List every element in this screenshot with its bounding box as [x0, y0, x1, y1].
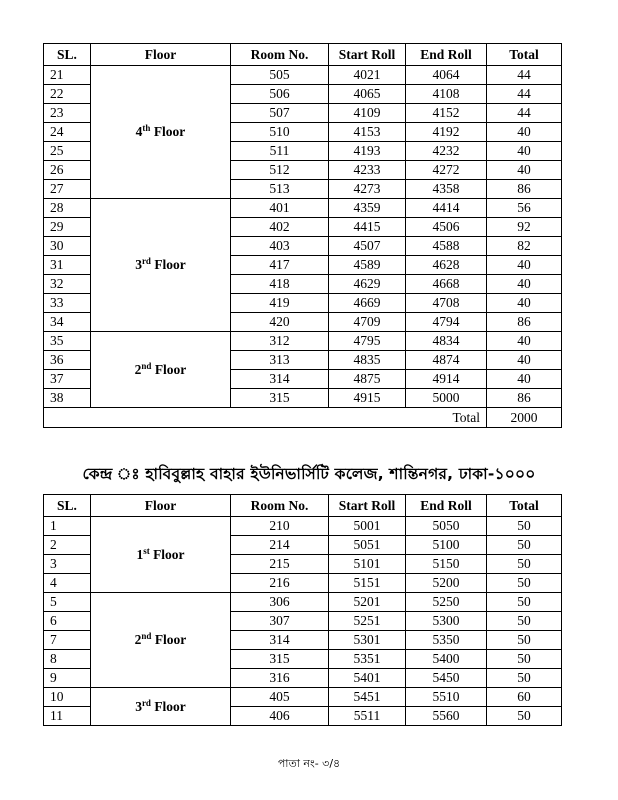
room-cell: 507 — [231, 104, 329, 123]
sl-cell: 35 — [44, 332, 91, 351]
sl-cell: 21 — [44, 66, 91, 85]
end-roll-cell: 4108 — [406, 85, 487, 104]
room-cell: 215 — [231, 555, 329, 574]
start-roll-cell: 5201 — [329, 593, 406, 612]
sl-cell: 5 — [44, 593, 91, 612]
total-cell: 40 — [487, 351, 562, 370]
room-cell: 316 — [231, 669, 329, 688]
start-roll-cell: 4193 — [329, 142, 406, 161]
end-roll-cell: 4794 — [406, 313, 487, 332]
room-cell: 402 — [231, 218, 329, 237]
total-cell: 40 — [487, 161, 562, 180]
floor-number: 2 — [134, 361, 142, 377]
total-cell: 40 — [487, 370, 562, 389]
start-roll-cell: 4415 — [329, 218, 406, 237]
end-roll-cell: 4834 — [406, 332, 487, 351]
sl-cell: 32 — [44, 275, 91, 294]
floor-word: Floor — [154, 361, 187, 377]
start-roll-cell: 5151 — [329, 574, 406, 593]
total-cell: 50 — [487, 669, 562, 688]
start-roll-cell: 4109 — [329, 104, 406, 123]
total-row-blank — [44, 408, 406, 428]
header-total: Total — [487, 44, 562, 66]
sl-cell: 22 — [44, 85, 91, 104]
header-room: Room No. — [231, 495, 329, 517]
end-roll-cell: 5200 — [406, 574, 487, 593]
room-cell: 512 — [231, 161, 329, 180]
header-room: Room No. — [231, 44, 329, 66]
sl-cell: 6 — [44, 612, 91, 631]
room-cell: 315 — [231, 389, 329, 408]
floor-cell — [91, 332, 231, 408]
total-cell: 50 — [487, 631, 562, 650]
header-floor: Floor — [91, 495, 231, 517]
floor-word: Floor — [153, 124, 186, 140]
total-cell: 40 — [487, 332, 562, 351]
floor-number: 2 — [134, 632, 142, 648]
seat-plan-table-1 — [43, 43, 562, 428]
end-roll-cell: 5400 — [406, 650, 487, 669]
start-roll-cell: 4709 — [329, 313, 406, 332]
end-roll-cell: 4708 — [406, 294, 487, 313]
total-cell: 40 — [487, 142, 562, 161]
end-roll-cell: 5000 — [406, 389, 487, 408]
sl-cell: 25 — [44, 142, 91, 161]
start-roll-cell: 5051 — [329, 536, 406, 555]
total-label: Total — [406, 408, 487, 428]
end-roll-cell: 5560 — [406, 707, 487, 726]
header-end-roll: End Roll — [406, 495, 487, 517]
room-cell: 315 — [231, 650, 329, 669]
floor-ordinal: nd — [141, 631, 152, 642]
room-cell: 403 — [231, 237, 329, 256]
end-roll-cell: 4232 — [406, 142, 487, 161]
sl-cell: 36 — [44, 351, 91, 370]
floor-word: Floor — [154, 698, 186, 714]
total-cell: 86 — [487, 389, 562, 408]
sl-cell: 7 — [44, 631, 91, 650]
total-cell: 82 — [487, 237, 562, 256]
table-header-row — [44, 44, 562, 66]
end-roll-cell: 4668 — [406, 275, 487, 294]
room-cell: 505 — [231, 66, 329, 85]
total-cell: 44 — [487, 104, 562, 123]
room-cell: 214 — [231, 536, 329, 555]
room-cell: 307 — [231, 612, 329, 631]
total-cell: 92 — [487, 218, 562, 237]
sl-cell: 33 — [44, 294, 91, 313]
page-number: পাতা নং- ৩/৪ — [277, 757, 341, 770]
start-roll-cell: 5101 — [329, 555, 406, 574]
room-cell: 216 — [231, 574, 329, 593]
start-roll-cell: 4021 — [329, 66, 406, 85]
header-total: Total — [487, 495, 562, 517]
total-cell: 50 — [487, 593, 562, 612]
total-cell: 50 — [487, 536, 562, 555]
start-roll-cell: 4915 — [329, 389, 406, 408]
start-roll-cell: 4233 — [329, 161, 406, 180]
room-cell: 312 — [231, 332, 329, 351]
total-cell: 40 — [487, 275, 562, 294]
sl-cell: 28 — [44, 199, 91, 218]
floor-number: 1 — [136, 546, 144, 562]
room-cell: 405 — [231, 688, 329, 707]
start-roll-cell: 4629 — [329, 275, 406, 294]
total-cell: 56 — [487, 199, 562, 218]
floor-ordinal: rd — [141, 256, 151, 267]
header-sl: SL. — [44, 44, 91, 66]
floor-cell — [91, 688, 231, 726]
seat-plan-table-2 — [43, 494, 562, 726]
end-roll-cell: 5150 — [406, 555, 487, 574]
end-roll-cell: 4874 — [406, 351, 487, 370]
start-roll-cell: 4273 — [329, 180, 406, 199]
sl-cell: 11 — [44, 707, 91, 726]
total-row — [44, 408, 562, 428]
room-cell: 313 — [231, 351, 329, 370]
sl-cell: 27 — [44, 180, 91, 199]
total-cell: 50 — [487, 555, 562, 574]
total-cell: 50 — [487, 517, 562, 536]
start-roll-cell: 4153 — [329, 123, 406, 142]
header-floor: Floor — [91, 44, 231, 66]
start-roll-cell: 5401 — [329, 669, 406, 688]
sl-cell: 37 — [44, 370, 91, 389]
floor-word: Floor — [153, 546, 185, 562]
sl-cell: 1 — [44, 517, 91, 536]
room-cell: 210 — [231, 517, 329, 536]
exam-center-heading: কেন্দ্র ঃ হাবিবুল্লাহ বাহার ইউনিভার্সিটি কলেজ, শান্তিনগর, ঢাকা-১০০০ — [82, 465, 536, 483]
room-cell: 314 — [231, 631, 329, 650]
room-cell: 513 — [231, 180, 329, 199]
total-cell: 50 — [487, 650, 562, 669]
start-roll-cell: 4875 — [329, 370, 406, 389]
table-row — [44, 593, 562, 612]
end-roll-cell: 5450 — [406, 669, 487, 688]
room-cell: 510 — [231, 123, 329, 142]
start-roll-cell: 4589 — [329, 256, 406, 275]
start-roll-cell: 5351 — [329, 650, 406, 669]
end-roll-cell: 5100 — [406, 536, 487, 555]
sl-cell: 2 — [44, 536, 91, 555]
sl-cell: 29 — [44, 218, 91, 237]
room-cell: 420 — [231, 313, 329, 332]
end-roll-cell: 5300 — [406, 612, 487, 631]
total-cell: 44 — [487, 66, 562, 85]
end-roll-cell: 4588 — [406, 237, 487, 256]
start-roll-cell: 4795 — [329, 332, 406, 351]
start-roll-cell: 4065 — [329, 85, 406, 104]
floor-cell — [91, 199, 231, 332]
start-roll-cell: 4359 — [329, 199, 406, 218]
total-cell: 50 — [487, 707, 562, 726]
total-cell: 50 — [487, 574, 562, 593]
total-cell: 40 — [487, 256, 562, 275]
end-roll-cell: 4414 — [406, 199, 487, 218]
sl-cell: 34 — [44, 313, 91, 332]
start-roll-cell: 5001 — [329, 517, 406, 536]
room-cell: 401 — [231, 199, 329, 218]
total-cell: 40 — [487, 294, 562, 313]
floor-ordinal: th — [142, 123, 151, 134]
start-roll-cell: 5451 — [329, 688, 406, 707]
grand-total: 2000 — [487, 408, 562, 428]
end-roll-cell: 5050 — [406, 517, 487, 536]
end-roll-cell: 4192 — [406, 123, 487, 142]
sl-cell: 26 — [44, 161, 91, 180]
floor-ordinal: st — [143, 545, 150, 556]
sl-cell: 4 — [44, 574, 91, 593]
header-sl: SL. — [44, 495, 91, 517]
floor-number: 3 — [135, 698, 142, 714]
room-cell: 419 — [231, 294, 329, 313]
sl-cell: 9 — [44, 669, 91, 688]
sl-cell: 30 — [44, 237, 91, 256]
room-cell: 417 — [231, 256, 329, 275]
table-row — [44, 688, 562, 707]
table-row — [44, 66, 562, 85]
end-roll-cell: 4628 — [406, 256, 487, 275]
start-roll-cell: 4669 — [329, 294, 406, 313]
start-roll-cell: 5511 — [329, 707, 406, 726]
floor-cell — [91, 593, 231, 688]
end-roll-cell: 4272 — [406, 161, 487, 180]
floor-cell — [91, 517, 231, 593]
table-row — [44, 199, 562, 218]
header-start-roll: Start Roll — [329, 495, 406, 517]
room-cell: 314 — [231, 370, 329, 389]
end-roll-cell: 4506 — [406, 218, 487, 237]
floor-ordinal: nd — [141, 360, 152, 371]
room-cell: 406 — [231, 707, 329, 726]
end-roll-cell: 4358 — [406, 180, 487, 199]
sl-cell: 38 — [44, 389, 91, 408]
total-cell: 44 — [487, 85, 562, 104]
end-roll-cell: 4064 — [406, 66, 487, 85]
end-roll-cell: 5510 — [406, 688, 487, 707]
room-cell: 506 — [231, 85, 329, 104]
total-cell: 60 — [487, 688, 562, 707]
start-roll-cell: 4835 — [329, 351, 406, 370]
end-roll-cell: 4152 — [406, 104, 487, 123]
floor-ordinal: rd — [141, 697, 151, 708]
header-start-roll: Start Roll — [329, 44, 406, 66]
sl-cell: 8 — [44, 650, 91, 669]
end-roll-cell: 4914 — [406, 370, 487, 389]
total-cell: 40 — [487, 123, 562, 142]
table-row — [44, 332, 562, 351]
floor-number: 3 — [135, 257, 142, 273]
end-roll-cell: 5350 — [406, 631, 487, 650]
sl-cell: 23 — [44, 104, 91, 123]
start-roll-cell: 5301 — [329, 631, 406, 650]
start-roll-cell: 4507 — [329, 237, 406, 256]
table-header-row — [44, 495, 562, 517]
total-cell: 86 — [487, 180, 562, 199]
table-row — [44, 517, 562, 536]
total-cell: 50 — [487, 612, 562, 631]
floor-word: Floor — [154, 632, 187, 648]
floor-number: 4 — [135, 124, 143, 140]
total-cell: 86 — [487, 313, 562, 332]
header-end-roll: End Roll — [406, 44, 487, 66]
room-cell: 306 — [231, 593, 329, 612]
sl-cell: 3 — [44, 555, 91, 574]
room-cell: 511 — [231, 142, 329, 161]
sl-cell: 24 — [44, 123, 91, 142]
start-roll-cell: 5251 — [329, 612, 406, 631]
sl-cell: 10 — [44, 688, 91, 707]
room-cell: 418 — [231, 275, 329, 294]
sl-cell: 31 — [44, 256, 91, 275]
end-roll-cell: 5250 — [406, 593, 487, 612]
floor-word: Floor — [154, 257, 186, 273]
floor-cell — [91, 66, 231, 199]
